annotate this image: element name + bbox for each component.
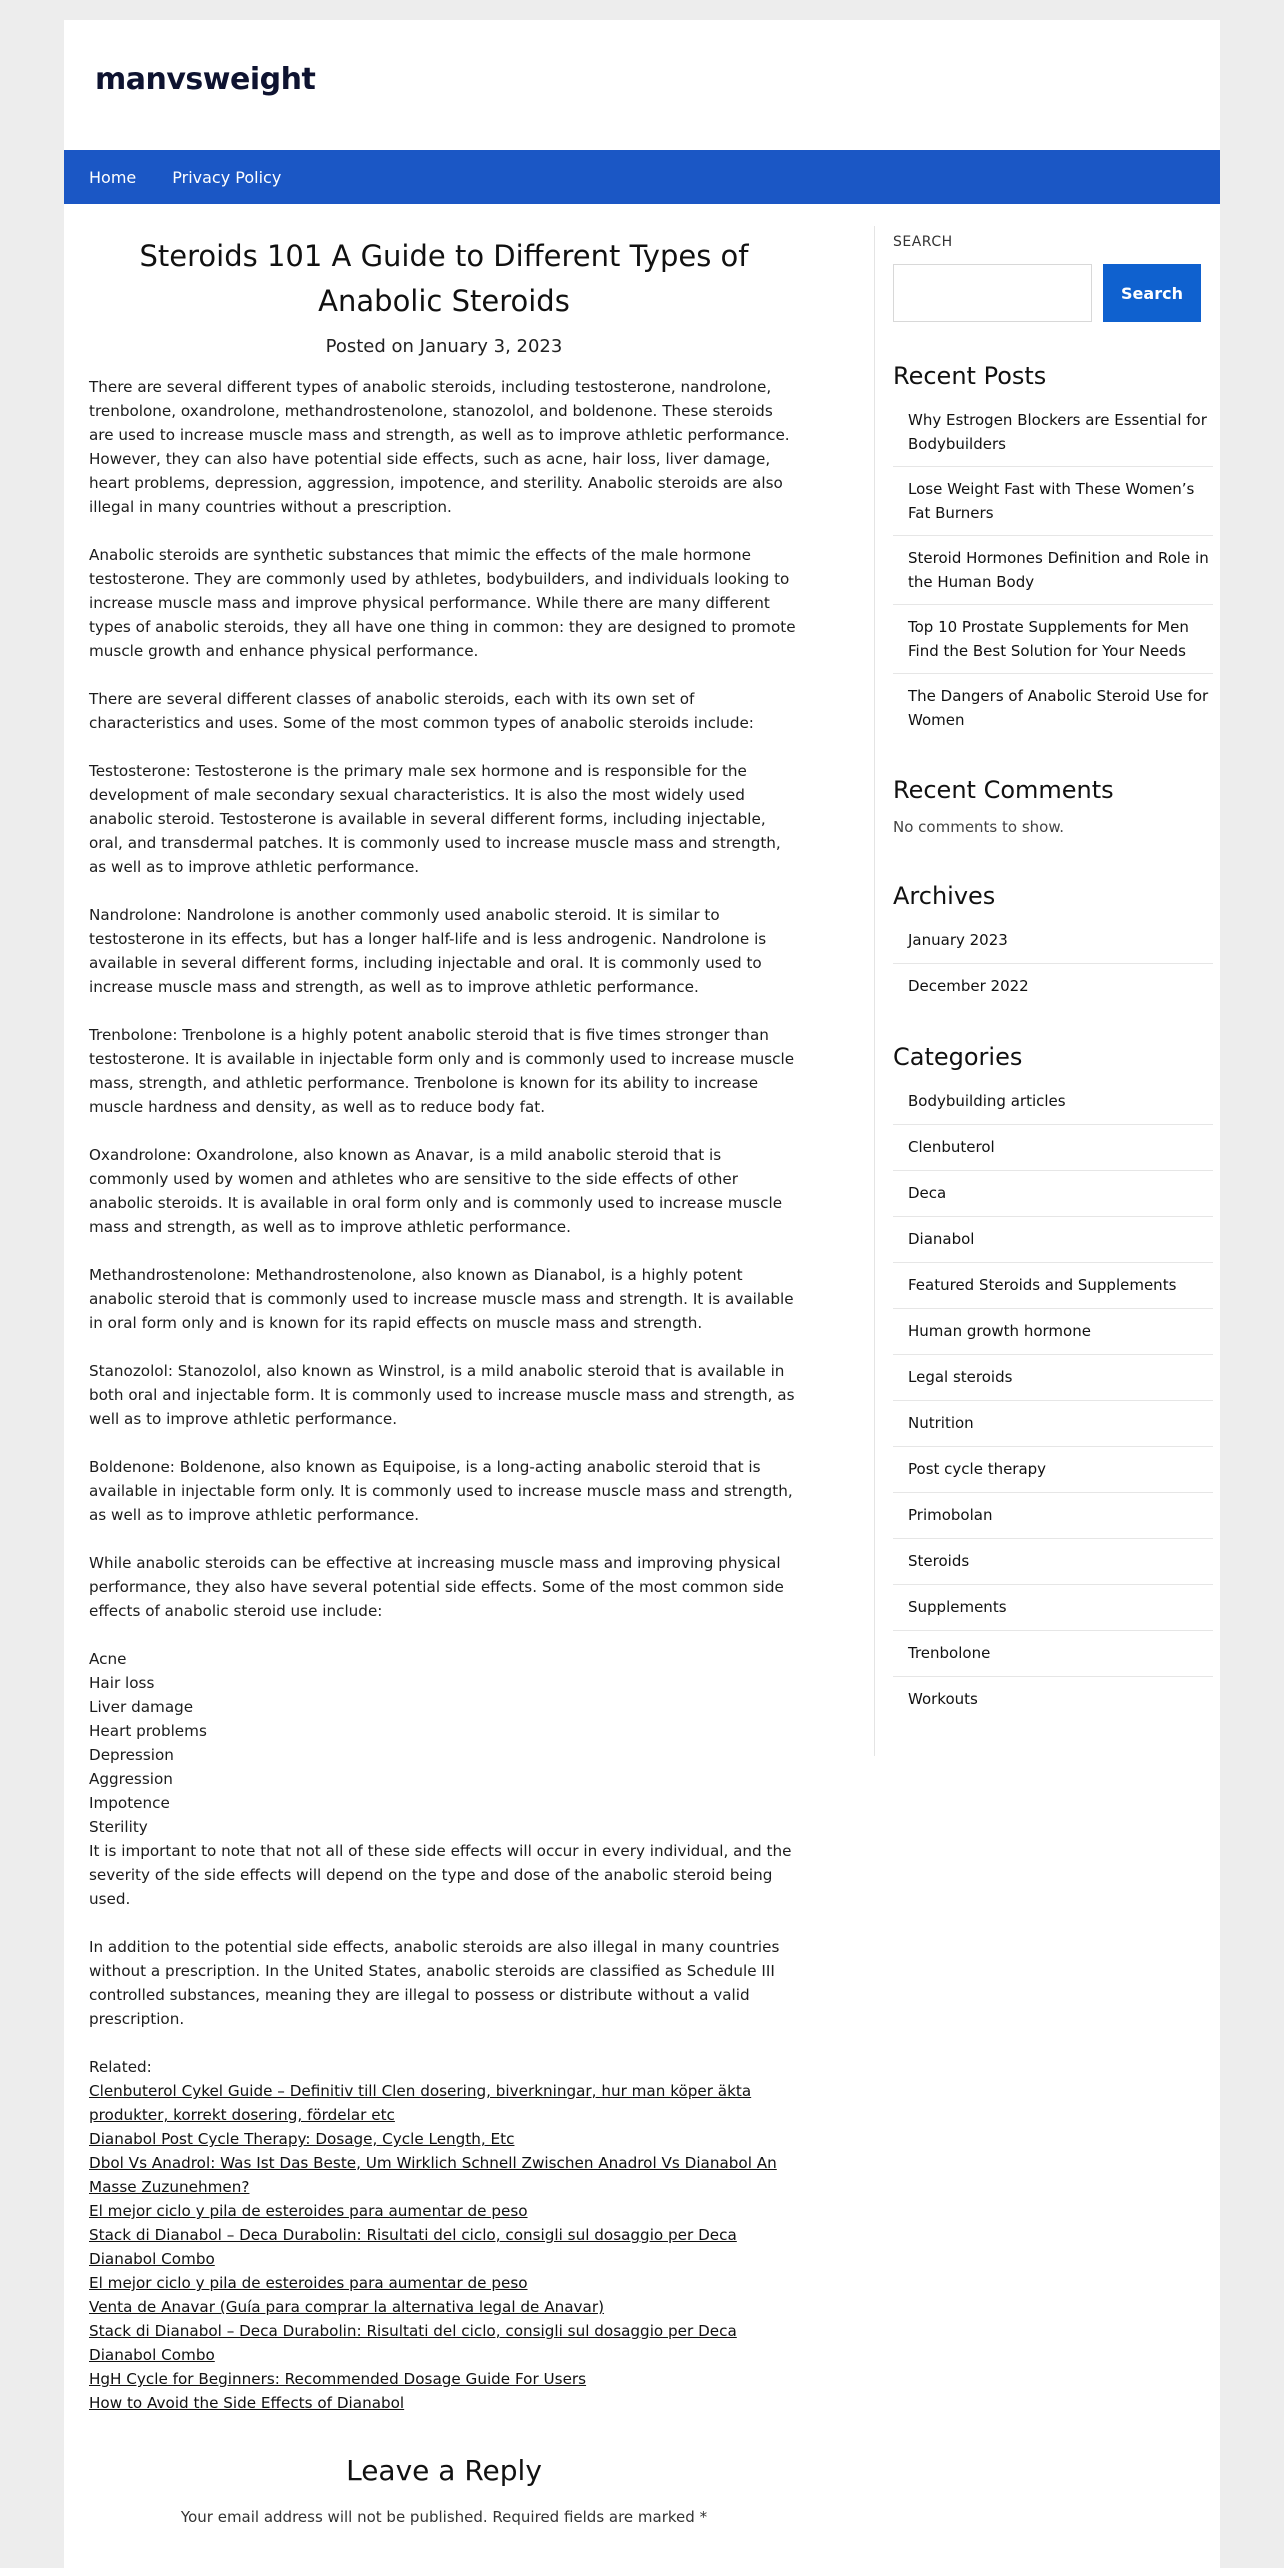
- related-links: [89, 2055, 799, 2415]
- category-link[interactable]: Post cycle therapy: [893, 1447, 1213, 1493]
- post-paragraph: There are several different classes of anabolic steroids, each with its own set of characteristics and uses. Some of the most common types of anabolic steroids include:: [89, 690, 754, 732]
- recent-post-link[interactable]: Top 10 Prostate Supplements for Men Find the Best Solution for Your Needs: [893, 605, 1213, 674]
- category-link[interactable]: Steroids: [893, 1539, 1213, 1585]
- category-link[interactable]: Clenbuterol: [893, 1125, 1213, 1171]
- category-link[interactable]: Legal steroids: [893, 1355, 1213, 1401]
- nav-item-home[interactable]: Home: [89, 167, 137, 187]
- site-header: [64, 20, 1220, 150]
- post-paragraph: Methandrostenolone: Methandrostenolone, also known as Dianabol, is a highly potent anabolic steroid that is commonly used to increase muscle mass and strength. It is available in oral form only and is known for its rapid effects on muscle mass and strength.: [89, 1266, 794, 1332]
- archives-title: Archives: [893, 882, 996, 910]
- post-paragraph: Anabolic steroids are synthetic substances that mimic the effects of the male hormone testosterone. They are commonly used by athletes, bodybuilders, and individuals looking to increase muscle mass and improve physical performance. While there are many different types of anabolic steroids, they all have one thing in common: they are designed to promote muscle growth and enhance physical performance.: [89, 546, 796, 660]
- reply-required-note: Your email address will not be published. Required fields are marked *: [180, 2508, 708, 2526]
- recent-post-link[interactable]: The Dangers of Anabolic Steroid Use for Women: [908, 687, 1209, 729]
- side-effect-item: Impotence: [89, 1794, 170, 1812]
- category-link[interactable]: Bodybuilding articles: [893, 1079, 1213, 1125]
- search-form: [893, 264, 1213, 322]
- archive-link[interactable]: December 2022: [908, 977, 1029, 995]
- related-link[interactable]: El mejor ciclo y pila de esteroides para aumentar de peso: [89, 2202, 528, 2220]
- related-link[interactable]: Clenbuterol Cykel Guide – Definitiv till Clen dosering, biverkningar, hur man köper äkta produkter, korrekt dosering, fördelar etc: [89, 2082, 752, 2124]
- recent-posts-list: [893, 398, 1213, 742]
- side-effect-item: Depression: [89, 1746, 174, 1764]
- sidebar: [893, 234, 1213, 1722]
- side-effect-item: Hair loss: [89, 1674, 155, 1692]
- search-widget: [893, 234, 1213, 322]
- leave-reply-title: Leave a Reply: [346, 2454, 542, 2487]
- side-effect-item: Sterility: [89, 1818, 148, 1836]
- post-meta: Posted on January 3, 2023: [325, 336, 563, 357]
- main-nav: [64, 150, 1220, 204]
- nav-item-privacy-policy[interactable]: Privacy Policy: [172, 167, 282, 187]
- related-link[interactable]: Venta de Anavar (Guía para comprar la alternativa legal de Anavar): [89, 2298, 605, 2316]
- recent-post-link[interactable]: Lose Weight Fast with These Women’s Fat Burners: [893, 467, 1213, 536]
- side-effect-item: Liver damage: [89, 1698, 194, 1716]
- recent-comments-title: Recent Comments: [893, 776, 1114, 804]
- recent-post-link[interactable]: Why Estrogen Blockers are Essential for Bodybuilders: [893, 398, 1213, 467]
- categories-widget: [893, 1043, 1213, 1722]
- related-link[interactable]: Stack di Dianabol – Deca Durabolin: Risultati del ciclo, consigli sul dosaggio per Deca Dianabol Combo: [89, 2322, 737, 2364]
- recent-comments-widget: [893, 776, 1213, 836]
- post-paragraph: There are several different types of anabolic steroids, including testosterone, nandrolone, trenbolone, oxandrolone, methandrostenolone, stanozolol, and boldenone. These steroids are used to increase muscle mass and strength, as well as to improve athletic performance. However, they can also have potential side effects, such as acne, hair loss, liver damage, heart problems, depression, aggression, impotence, and sterility. Anabolic steroids are also illegal in many countries without a prescription.: [89, 378, 790, 516]
- related-link[interactable]: El mejor ciclo y pila de esteroides para aumentar de peso: [89, 2274, 528, 2292]
- post-paragraph: Testosterone: Testosterone is the primary male sex hormone and is responsible for the development of male secondary sexual characteristics. It is also the most widely used anabolic steroid. Testosterone is available in several different forms, including injectable, oral, and transdermal patches. It is commonly used to increase muscle mass and strength, as well as to improve athletic performance.: [89, 762, 781, 876]
- sidebar-divider: [874, 226, 875, 1756]
- category-link[interactable]: Nutrition: [893, 1401, 1213, 1447]
- category-link[interactable]: Deca: [893, 1171, 1213, 1217]
- post-paragraph-legal: In addition to the potential side effects, anabolic steroids are also illegal in many countries without a prescription. In the United States, anabolic steroids are classified as Schedule III controlled substances, meaning they are illegal to possess or distribute without a valid prescription.: [89, 1938, 780, 2028]
- post-paragraph: Trenbolone: Trenbolone is a highly potent anabolic steroid that is five times stronger than testosterone. It is available in injectable form only and is commonly used to increase muscle mass, strength, and athletic performance. Trenbolone is known for its ability to increase muscle hardness and density, as well as to reduce body fat.: [89, 1026, 795, 1116]
- side-effect-item: Heart problems: [89, 1722, 207, 1740]
- category-link[interactable]: Primobolan: [893, 1493, 1213, 1539]
- category-link[interactable]: Dianabol: [893, 1217, 1213, 1263]
- category-link[interactable]: Supplements: [893, 1585, 1213, 1631]
- post-content: [89, 375, 799, 2415]
- related-link[interactable]: Dbol Vs Anadrol: Was Ist Das Beste, Um Wirklich Schnell Zwischen Anadrol Vs Dianabol An Masse Zuzunehmen?: [89, 2154, 777, 2196]
- related-label: Related:: [89, 2058, 152, 2076]
- search-input[interactable]: [893, 264, 1092, 322]
- post-paragraph: Nandrolone: Nandrolone is another commonly used anabolic steroid. It is similar to testosterone in its effects, but has a longer half-life and is less androgenic. Nandrolone is available in several different forms, including injectable and oral. It is commonly used to increase muscle mass and strength, as well as to improve athletic performance.: [89, 906, 767, 996]
- search-button[interactable]: Search: [1103, 264, 1201, 322]
- post-title: Steroids 101 A Guide to Different Types of Anabolic Steroids: [139, 239, 749, 318]
- post-paragraph: Oxandrolone: Oxandrolone, also known as Anavar, is a mild anabolic steroid that is commonly used by women and athletes who are sensitive to the side effects of other anabolic steroids. It is available in oral form only and is commonly used to increase muscle mass and strength, as well as to improve athletic performance.: [89, 1146, 783, 1236]
- recent-posts-widget: [893, 362, 1213, 742]
- related-link[interactable]: Dianabol Post Cycle Therapy: Dosage, Cycle Length, Etc: [89, 2130, 515, 2148]
- related-link[interactable]: How to Avoid the Side Effects of Dianabol: [89, 2394, 405, 2412]
- archives-list: [893, 918, 1213, 1009]
- categories-title: Categories: [893, 1043, 1023, 1071]
- post-article: [89, 234, 799, 2415]
- categories-list: [893, 1079, 1213, 1722]
- search-label: SEARCH: [893, 234, 953, 250]
- post-paragraph: Stanozolol: Stanozolol, also known as Winstrol, is a mild anabolic steroid that is available in both oral and injectable form. It is commonly used to increase muscle mass and strength, as well as to improve athletic performance.: [89, 1362, 795, 1428]
- related-link[interactable]: HgH Cycle for Beginners: Recommended Dosage Guide For Users: [89, 2370, 587, 2388]
- category-link[interactable]: Human growth hormone: [893, 1309, 1213, 1355]
- related-link[interactable]: Stack di Dianabol – Deca Durabolin: Risultati del ciclo, consigli sul dosaggio per Deca Dianabol Combo: [89, 2226, 737, 2268]
- category-link[interactable]: Workouts: [908, 1690, 978, 1708]
- recent-post-link[interactable]: Steroid Hormones Definition and Role in the Human Body: [893, 536, 1213, 605]
- category-link[interactable]: Trenbolone: [893, 1631, 1213, 1677]
- site-title[interactable]: manvsweight: [95, 62, 316, 97]
- recent-posts-title: Recent Posts: [893, 362, 1047, 390]
- page-container: [64, 20, 1220, 2568]
- category-link[interactable]: Featured Steroids and Supplements: [893, 1263, 1213, 1309]
- archives-widget: [893, 882, 1213, 1009]
- side-effect-item: Aggression: [89, 1770, 173, 1788]
- archive-link[interactable]: January 2023: [893, 918, 1213, 964]
- side-effects-list: [89, 1647, 799, 1911]
- post-paragraph: While anabolic steroids can be effective at increasing muscle mass and improving physical performance, they also have several potential side effects. Some of the most common side effects of anabolic steroid use include:: [89, 1554, 784, 1620]
- side-effects-note: It is important to note that not all of these side effects will occur in every individual, and the severity of the side effects will depend on the type and dose of the anabolic steroid being used.: [89, 1842, 792, 1908]
- side-effect-item: Acne: [89, 1650, 127, 1668]
- no-comments-text: No comments to show.: [893, 818, 1064, 836]
- post-paragraph: Boldenone: Boldenone, also known as Equipoise, is a long-acting anabolic steroid that is available in injectable form only. It is commonly used to increase muscle mass and strength, as well as to improve athletic performance.: [89, 1458, 793, 1524]
